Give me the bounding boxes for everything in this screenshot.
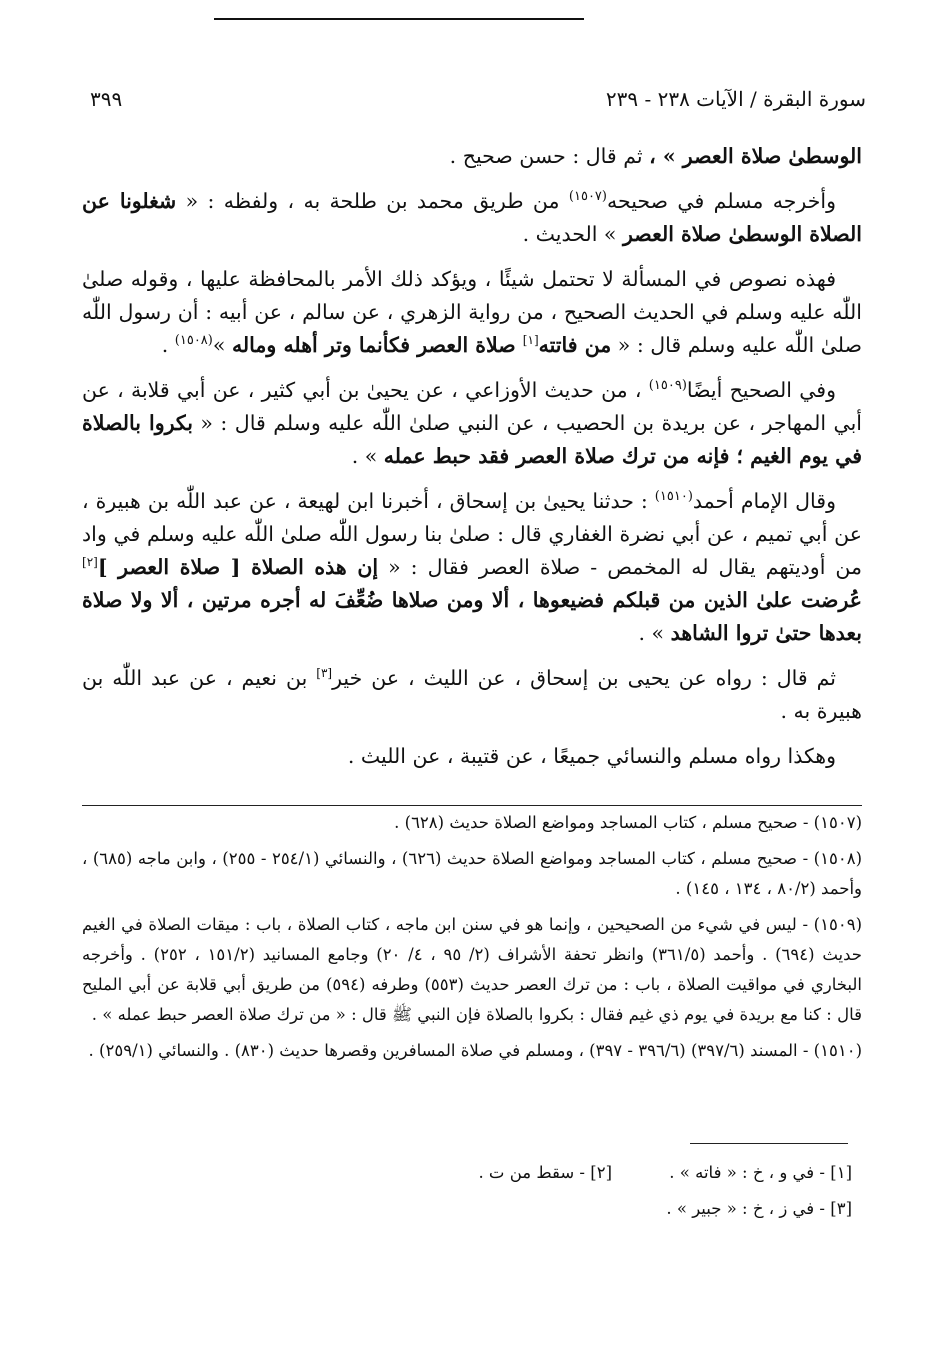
main-text: [82, 140, 862, 785]
footnote-ref-1510[interactable]: (١٥١٠): [654, 489, 693, 505]
paragraph-text: بن نعيم ، عن عبد اللّٰه بن هبيرة به .: [82, 666, 862, 723]
paragraph-text: » .: [351, 444, 384, 468]
variants-separator: [690, 1143, 848, 1144]
manuscript-variants: [252, 1155, 852, 1227]
variant-note-1: [١] - في و ، خ : « فاته » .: [669, 1163, 852, 1182]
footnote-ref-1507[interactable]: (١٥٠٧): [568, 189, 607, 205]
paragraph-2: [82, 185, 862, 251]
variant-ref-1[interactable]: [١]: [522, 333, 539, 348]
variant-ref-3[interactable]: [٣]: [316, 666, 333, 681]
paragraph-text: وهكذا رواه مسلم والنسائي جميعًا ، عن قتيبة ، عن الليث .: [347, 744, 836, 768]
paragraph-4: [82, 374, 862, 473]
paragraph-3: [82, 263, 862, 362]
variants-row: [252, 1191, 852, 1227]
page-number: ٣٩٩: [90, 87, 123, 111]
paragraph-text: ثم قال : رواه عن يحيى بن إسحاق ، عن الليث ، عن خير: [332, 666, 836, 690]
running-header: [90, 82, 866, 116]
variant-note-2: [٢] - سقط من ت .: [478, 1163, 612, 1182]
paragraph-text: ثم قال : حسن صحيح .: [449, 144, 650, 168]
paragraph-1: [82, 140, 862, 173]
footnote-1508: (١٥٠٨) - صحيح مسلم ، كتاب المساجد ومواضع الصلاة حديث (٦٢٦) ، والنسائي (٢٥٤/١ - ٢٥٥) ، وابن ماجه (٦٨٥) ، وأحمد (٨٠/٢ ، ١٣٤ ، ١٤٥) .: [82, 849, 862, 898]
paragraph-6: [82, 662, 862, 728]
paragraph-text: : حدثنا يحيىٰ بن إسحاق ، أخبرنا ابن لهيعة ، عن عبد اللّٰه بن هبيرة ، عن أبي تميم ، عن أبي نضرة الغفاري قال : صلىٰ بنا رسول اللّٰه صلىٰ اللّٰه عليه وسلم في واد من أوديتهم يقال له المخمص - صلاة العصر فقال : «: [82, 489, 863, 579]
hadith-text: إن هذه الصلاة [ صلاة العصر ]: [97, 555, 379, 579]
paragraph-text: وفي الصحيح أيضًا: [686, 378, 836, 402]
paragraph-text: وأخرجه مسلم في صحيحه: [607, 189, 836, 213]
paragraph-text: » الحديث .: [522, 222, 623, 246]
paragraph-text: » .: [638, 621, 671, 645]
paragraph-text: وقال الإمام أحمد: [692, 489, 836, 513]
paragraph-text: »: [212, 333, 232, 357]
paragraph-7: [82, 740, 862, 773]
paragraph-text: فهذه نصوص في المسألة لا تحتمل شيئًا ، ويؤكد ذلك الأمر بالمحافظة عليها ، وقوله صلىٰ اللّٰه عليه وسلم في الحديث الصحيح ، من رواية الزهري ، عن سالم ، عن أبيه : أن رسول اللّٰه صلىٰ اللّٰه عليه وسلم قال : «: [82, 267, 862, 357]
page-header-title: سورة البقرة / الآيات ٢٣٨ - ٢٣٩: [605, 87, 866, 111]
variant-note-3: [٣] - في ز ، خ : « جبير » .: [666, 1199, 852, 1218]
hadith-text: شغلونا عن الصلاة الوسطىٰ صلاة العصر: [82, 189, 862, 246]
footnote-ref-1509[interactable]: (١٥٠٩): [648, 378, 687, 394]
hadith-text: الوسطىٰ صلاة العصر » ،: [649, 144, 862, 168]
variant-ref-2[interactable]: [٢]: [82, 555, 98, 570]
footnote-1510: (١٥١٠) - المسند (٣٩٧/٦) (٣٩٦/٦ - ٣٩٧) ، ومسلم في صلاة المسافرين وقصرها حديث (٨٣٠) . والنسائي (٢٥٩/١) .: [88, 1041, 862, 1060]
hadith-text: عُرضت علىٰ الذين من قبلكم فضيعوها ، ألا ومن صلاها ضُعِّفَ له أجره مرتين ، ألا ولا صلاة بعدها حتىٰ تروا الشاهد: [82, 588, 862, 645]
paragraph-text: ، من حديث الأوزاعي ، عن يحيىٰ بن أبي كثير ، عن أبي قلابة ، عن أبي المهاجر ، عن بريدة بن الحصيب ، عن النبي صلىٰ اللّٰه عليه وسلم قال : «: [82, 378, 862, 435]
footnote-1507: (١٥٠٧) - صحيح مسلم ، كتاب المساجد ومواضع الصلاة حديث (٦٢٨) .: [394, 813, 862, 832]
footnote-1509: (١٥٠٩) - ليس في شيء من الصحيحين ، وإنما هو في سنن ابن ماجه ، كتاب الصلاة ، باب : ميقات الصلاة في الغيم حديث (٦٩٤) . وأحمد (٣٦١/٥) وانظر تحفة الأشراف (٢/ ٩٥ ، ٤/ ٢٠) وجامع المسانيد (١٥١/٢ ، ٢٥٢) . وأخرجه البخاري في مواقيت الصلاة ، باب : من ترك العصر حديث (٥٥٣) وطرفه (٥٩٤) من طريق أبي قلابة عن أبي المليح قال : كنا مع بريدة في يوم ذي غيم فقال : بكروا بالصلاة فإن النبي ﷺ قال : « من ترك صلاة العصر حبط عمله » .: [82, 915, 862, 1024]
footnotes: [82, 808, 862, 1072]
paragraph-text: .: [161, 333, 175, 357]
variants-row: [252, 1155, 852, 1191]
hadith-text: بكروا بالصلاة في يوم الغيم ؛ فإنه من ترك صلاة العصر فقد حبط عمله: [82, 411, 862, 468]
hadith-text: صلاة العصر فكأنما وتر أهله وماله: [231, 333, 523, 357]
header-rule: [214, 18, 584, 20]
hadith-text: من فاتته: [538, 333, 612, 357]
footnote-ref-1508[interactable]: (١٥٠٨): [174, 333, 213, 349]
paragraph-5: [82, 485, 862, 650]
paragraph-text: من طريق محمد بن طلحة به ، ولفظه : «: [176, 189, 569, 213]
footnote-separator: [82, 805, 862, 806]
